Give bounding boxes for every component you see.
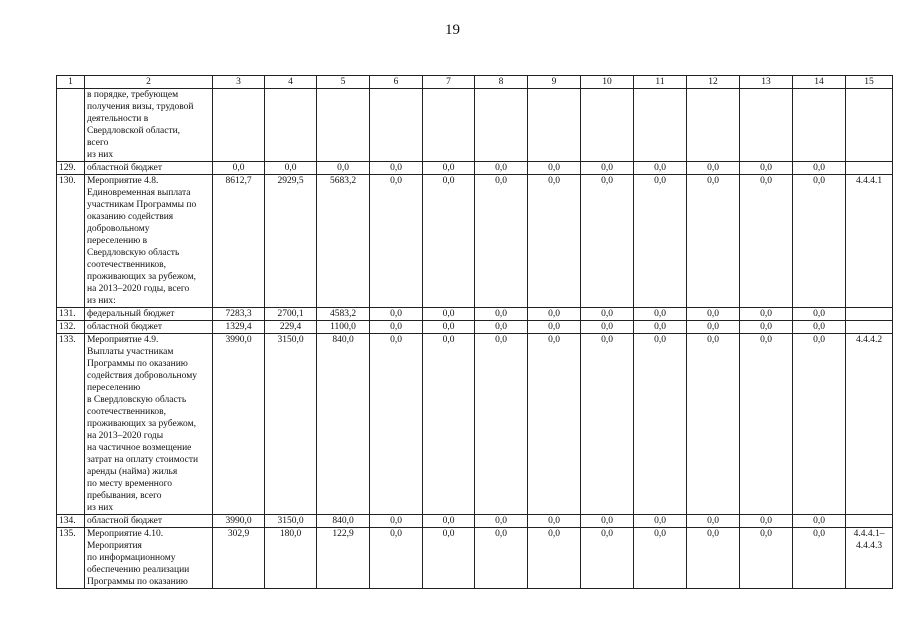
target-indicator-ref (846, 308, 893, 321)
value-cell (634, 89, 687, 162)
value-cell: 0,0 (793, 162, 846, 175)
value-cell (528, 89, 581, 162)
row-description: областной бюджет (85, 321, 213, 334)
value-cell: 2700,1 (265, 308, 317, 321)
value-cell: 0,0 (793, 528, 846, 589)
target-indicator-ref (846, 515, 893, 528)
value-cell (740, 89, 793, 162)
value-cell (475, 89, 528, 162)
value-cell: 0,0 (370, 321, 423, 334)
value-cell: 0,0 (581, 162, 634, 175)
value-cell: 0,0 (581, 308, 634, 321)
value-cell: 0,0 (528, 175, 581, 308)
column-header: 7 (423, 76, 475, 89)
column-header: 14 (793, 76, 846, 89)
value-cell: 0,0 (423, 528, 475, 589)
value-cell: 0,0 (423, 321, 475, 334)
value-cell: 1329,4 (213, 321, 265, 334)
table-row (57, 89, 893, 162)
target-indicator-ref (846, 321, 893, 334)
row-description: областной бюджет (85, 162, 213, 175)
value-cell: 0,0 (687, 515, 740, 528)
value-cell (687, 89, 740, 162)
table-header-row (57, 76, 893, 89)
target-indicator-ref (846, 162, 893, 175)
row-number: 129. (57, 162, 85, 175)
value-cell: 0,0 (740, 321, 793, 334)
value-cell: 0,0 (265, 162, 317, 175)
value-cell: 0,0 (687, 175, 740, 308)
column-header: 15 (846, 76, 893, 89)
value-cell: 0,0 (528, 308, 581, 321)
column-header: 8 (475, 76, 528, 89)
target-indicator-ref: 4.4.4.1– 4.4.4.3 (846, 528, 893, 589)
value-cell: 0,0 (581, 515, 634, 528)
column-header: 5 (317, 76, 370, 89)
value-cell: 180,0 (265, 528, 317, 589)
value-cell: 0,0 (581, 334, 634, 515)
value-cell: 8612,7 (213, 175, 265, 308)
value-cell: 3990,0 (213, 515, 265, 528)
value-cell (793, 89, 846, 162)
table-row (57, 162, 893, 175)
budget-table (56, 75, 893, 589)
value-cell: 0,0 (370, 308, 423, 321)
value-cell: 0,0 (634, 528, 687, 589)
value-cell: 0,0 (528, 515, 581, 528)
row-number (57, 89, 85, 162)
row-number: 132. (57, 321, 85, 334)
value-cell: 0,0 (634, 162, 687, 175)
table-row (57, 175, 893, 308)
table-row (57, 308, 893, 321)
value-cell: 7283,3 (213, 308, 265, 321)
column-header: 9 (528, 76, 581, 89)
column-header: 13 (740, 76, 793, 89)
value-cell: 0,0 (475, 528, 528, 589)
target-indicator-ref (846, 89, 893, 162)
value-cell: 0,0 (687, 162, 740, 175)
value-cell: 4583,2 (317, 308, 370, 321)
value-cell: 0,0 (528, 162, 581, 175)
value-cell (581, 89, 634, 162)
value-cell: 0,0 (581, 321, 634, 334)
value-cell: 0,0 (793, 334, 846, 515)
value-cell (317, 89, 370, 162)
table-row (57, 334, 893, 515)
value-cell: 302,9 (213, 528, 265, 589)
value-cell: 0,0 (475, 162, 528, 175)
value-cell: 0,0 (634, 321, 687, 334)
value-cell: 0,0 (740, 515, 793, 528)
value-cell: 0,0 (423, 308, 475, 321)
value-cell: 0,0 (634, 515, 687, 528)
value-cell: 0,0 (370, 515, 423, 528)
row-description: Мероприятие 4.9. Выплаты участникам Программы по оказанию содействия добровольному переселению в Свердловскую область соотечественников, проживающих за рубежом, на 2013–2020 годы на частичное возмещение затрат на оплату стоимости аренды (найма) жилья по месту временного пребывания, всего из них (85, 334, 213, 515)
value-cell: 0,0 (634, 175, 687, 308)
value-cell: 0,0 (423, 175, 475, 308)
row-description: федеральный бюджет (85, 308, 213, 321)
value-cell: 840,0 (317, 334, 370, 515)
value-cell (213, 89, 265, 162)
column-header: 4 (265, 76, 317, 89)
row-number: 134. (57, 515, 85, 528)
value-cell: 0,0 (423, 515, 475, 528)
column-header: 2 (85, 76, 213, 89)
table-row (57, 528, 893, 589)
column-header: 10 (581, 76, 634, 89)
page-number: 19 (445, 22, 460, 38)
value-cell: 3150,0 (265, 515, 317, 528)
value-cell: 0,0 (740, 308, 793, 321)
value-cell: 3990,0 (213, 334, 265, 515)
value-cell: 0,0 (528, 321, 581, 334)
value-cell: 0,0 (740, 528, 793, 589)
value-cell (423, 89, 475, 162)
column-header: 11 (634, 76, 687, 89)
table-row (57, 321, 893, 334)
value-cell: 0,0 (475, 175, 528, 308)
value-cell: 0,0 (687, 528, 740, 589)
value-cell: 0,0 (793, 515, 846, 528)
value-cell: 0,0 (581, 528, 634, 589)
row-description: Мероприятие 4.10. Мероприятия по информационному обеспечению реализации Программы по оказанию (85, 528, 213, 589)
row-number: 131. (57, 308, 85, 321)
column-header: 12 (687, 76, 740, 89)
value-cell: 0,0 (423, 162, 475, 175)
value-cell: 122,9 (317, 528, 370, 589)
value-cell: 0,0 (475, 515, 528, 528)
target-indicator-ref: 4.4.4.2 (846, 334, 893, 515)
value-cell: 0,0 (740, 334, 793, 515)
value-cell: 0,0 (793, 308, 846, 321)
value-cell: 840,0 (317, 515, 370, 528)
value-cell: 0,0 (370, 175, 423, 308)
value-cell: 0,0 (475, 308, 528, 321)
column-header: 3 (213, 76, 265, 89)
value-cell: 0,0 (213, 162, 265, 175)
column-header: 1 (57, 76, 85, 89)
row-number: 133. (57, 334, 85, 515)
value-cell: 3150,0 (265, 334, 317, 515)
row-description: в порядке, требующем получения визы, трудовой деятельности в Свердловской области, всего из них (85, 89, 213, 162)
value-cell: 0,0 (687, 308, 740, 321)
value-cell: 229,4 (265, 321, 317, 334)
value-cell: 0,0 (528, 528, 581, 589)
value-cell: 0,0 (687, 321, 740, 334)
value-cell: 5683,2 (317, 175, 370, 308)
value-cell: 0,0 (475, 334, 528, 515)
value-cell (370, 89, 423, 162)
value-cell: 0,0 (793, 175, 846, 308)
value-cell: 0,0 (370, 162, 423, 175)
value-cell: 0,0 (317, 162, 370, 175)
value-cell: 0,0 (423, 334, 475, 515)
row-description: областной бюджет (85, 515, 213, 528)
value-cell: 0,0 (370, 334, 423, 515)
value-cell: 2929,5 (265, 175, 317, 308)
value-cell: 0,0 (740, 175, 793, 308)
value-cell: 0,0 (687, 334, 740, 515)
value-cell: 0,0 (634, 334, 687, 515)
value-cell: 0,0 (793, 321, 846, 334)
value-cell: 0,0 (740, 162, 793, 175)
column-header: 6 (370, 76, 423, 89)
target-indicator-ref: 4.4.4.1 (846, 175, 893, 308)
value-cell: 0,0 (528, 334, 581, 515)
row-description: Мероприятие 4.8. Единовременная выплата участникам Программы по оказанию содействия добровольному переселению в Свердловскую область соотечественников, проживающих за рубежом, на 2013–2020 годы, всего из них: (85, 175, 213, 308)
row-number: 130. (57, 175, 85, 308)
value-cell: 0,0 (370, 528, 423, 589)
value-cell: 0,0 (634, 308, 687, 321)
row-number: 135. (57, 528, 85, 589)
value-cell: 0,0 (475, 321, 528, 334)
value-cell (265, 89, 317, 162)
value-cell: 0,0 (581, 175, 634, 308)
table-row (57, 515, 893, 528)
value-cell: 1100,0 (317, 321, 370, 334)
